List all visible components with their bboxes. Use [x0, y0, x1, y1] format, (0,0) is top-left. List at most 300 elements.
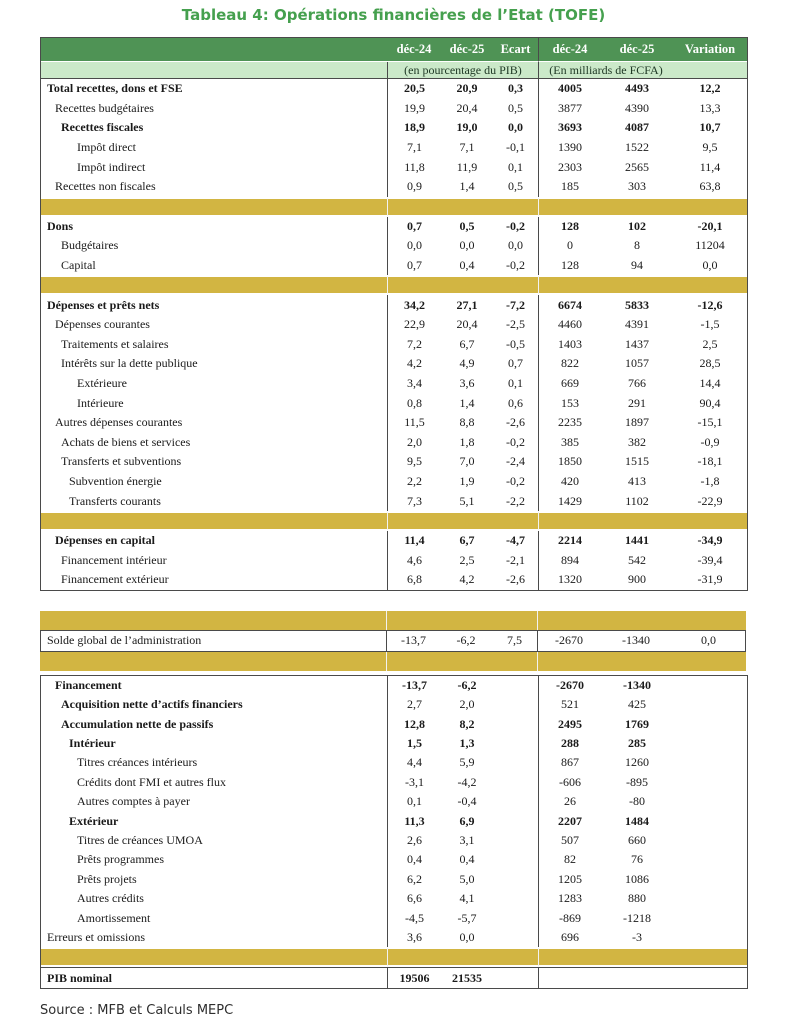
separator-band-cell — [538, 197, 747, 217]
tables-wrapper — [40, 37, 746, 989]
row-label: Total recettes, dons et FSE — [47, 81, 183, 96]
cell-value: -0,5 — [506, 336, 525, 351]
cell-value: 4,2 — [387, 354, 441, 374]
cell-value — [493, 734, 538, 753]
cell-value: 1,4 — [459, 395, 475, 410]
cell-value: 0,0 — [459, 238, 475, 253]
cell-value: 7,0 — [459, 454, 475, 469]
row-label: Traitements et salaires — [61, 336, 169, 351]
table-row — [41, 831, 747, 850]
header-col-dec25-pib: déc-25 — [441, 38, 493, 62]
source-note: Source : MFB et Calculs MEPC — [40, 1003, 234, 1019]
header-col-dec25-fcfa: déc-25 — [601, 38, 673, 62]
cell-value: -0,2 — [506, 258, 525, 273]
cell-value: 7,1 — [387, 138, 441, 158]
cell-value: 4,1 — [459, 891, 475, 906]
cell-value: 2214 — [538, 531, 601, 551]
cell-value: 128 — [538, 217, 601, 237]
cell-value: 1102 — [625, 493, 649, 508]
cell-value: 0,5 — [459, 218, 475, 233]
row-label: Extérieure — [77, 376, 127, 391]
cell-value: 3,6 — [387, 928, 441, 947]
row-label: Financement intérieur — [61, 552, 167, 567]
cell-value: 6674 — [538, 295, 601, 315]
cell-value: 1522 — [625, 140, 649, 155]
cell-value: 3877 — [538, 99, 601, 119]
cell-value: 880 — [628, 891, 646, 906]
cell-value — [493, 928, 538, 947]
cell-value: 20,9 — [456, 81, 478, 96]
cell-value — [673, 928, 747, 947]
cell-value: 11,4 — [387, 531, 441, 551]
separator-band-cell — [537, 652, 746, 671]
cell-value: 4,6 — [387, 550, 441, 570]
cell-value: 894 — [538, 550, 601, 570]
row-label: Impôt direct — [77, 140, 136, 155]
cell-value: -18,1 — [697, 454, 723, 469]
table-row — [41, 472, 747, 492]
cell-value: 1437 — [625, 336, 649, 351]
cell-value: 0,1 — [387, 792, 441, 811]
separator-band — [40, 611, 746, 630]
cell-value: 1897 — [625, 415, 649, 430]
cell-value: -0,4 — [457, 794, 477, 809]
cell-value: 291 — [628, 395, 646, 410]
cell-value: -12,6 — [697, 297, 723, 312]
cell-value: 0,1 — [508, 376, 523, 391]
cell-value: -606 — [538, 773, 601, 792]
cell-value — [673, 676, 747, 695]
table-row — [41, 138, 747, 158]
row-label: Recettes non fiscales — [55, 179, 156, 194]
separator-band-cell — [538, 947, 747, 967]
cell-value: 18,9 — [387, 118, 441, 138]
cell-value: -6,2 — [457, 677, 477, 692]
cell-value — [673, 967, 747, 988]
cell-value: 0,4 — [459, 258, 475, 273]
separator-band-cell — [387, 947, 538, 967]
cell-value: 385 — [538, 433, 601, 453]
cell-value: 0,4 — [387, 850, 441, 869]
cell-value: -4,5 — [387, 908, 441, 927]
cell-value: 382 — [628, 434, 646, 449]
cell-value: 0,7 — [508, 356, 523, 371]
table-row — [41, 753, 747, 772]
subheader-empty-cell — [673, 62, 747, 79]
cell-value — [673, 889, 747, 908]
row-label: Accumulation nette de passifs — [61, 716, 214, 731]
table-row — [41, 734, 747, 753]
header-col-variation: Variation — [673, 38, 747, 62]
cell-value: 867 — [538, 753, 601, 772]
row-label: Dépenses et prêts nets — [47, 297, 160, 312]
cell-value: -20,1 — [697, 218, 723, 233]
cell-value: 7,1 — [459, 140, 475, 155]
cell-value: -2,4 — [506, 454, 525, 469]
cell-value: 0,0 — [387, 236, 441, 256]
cell-value: 0,6 — [508, 395, 523, 410]
table-row — [41, 908, 747, 927]
subheader-group-pib: (en pourcentage du PIB) — [387, 62, 538, 79]
cell-value: 2,2 — [387, 472, 441, 492]
cell-value: 22,9 — [387, 315, 441, 335]
cell-value: -39,4 — [697, 552, 723, 567]
table-row — [41, 695, 747, 714]
cell-value: 2235 — [538, 413, 601, 433]
table-row — [41, 811, 747, 830]
cell-value: 0,0 — [508, 120, 523, 135]
cell-value: 766 — [628, 376, 646, 391]
table-row — [41, 531, 747, 551]
table-row — [41, 773, 747, 792]
table-row — [41, 792, 747, 811]
cell-value: 27,1 — [456, 297, 478, 312]
cell-value — [673, 908, 747, 927]
cell-value: 19,9 — [387, 99, 441, 119]
row-label: Intérieur — [69, 736, 116, 751]
cell-value: -4,7 — [506, 533, 525, 548]
separator-band-cell — [41, 197, 387, 217]
cell-value: -3,1 — [387, 773, 441, 792]
row-label: Achats de biens et services — [61, 434, 191, 449]
cell-value: 82 — [538, 850, 601, 869]
cell-value: 2,5 — [459, 552, 475, 567]
subheader-empty-cell — [41, 62, 387, 79]
cell-value: 288 — [538, 734, 601, 753]
table-row — [41, 79, 747, 99]
cell-value: 2,7 — [387, 695, 441, 714]
cell-value: -1,8 — [700, 473, 720, 488]
cell-value: 1769 — [625, 716, 649, 731]
table-row — [41, 491, 747, 511]
table-row — [41, 354, 747, 374]
table-row — [41, 393, 747, 413]
cell-value: 11,4 — [699, 159, 721, 174]
cell-value: 8 — [634, 238, 640, 253]
cell-value — [493, 811, 538, 830]
table-row — [41, 157, 747, 177]
row-label: Dépenses courantes — [55, 317, 150, 332]
cell-value: -22,9 — [697, 493, 723, 508]
cell-value: 8,8 — [459, 415, 475, 430]
cell-value: 4,9 — [459, 356, 475, 371]
cell-value — [673, 870, 747, 889]
cell-value: 2495 — [538, 714, 601, 733]
header-col-dec24-fcfa: déc-24 — [538, 38, 601, 62]
cell-value — [493, 831, 538, 850]
row-label: Subvention énergie — [69, 473, 162, 488]
cell-value: 6,7 — [459, 533, 475, 548]
cell-value: -1,5 — [700, 317, 720, 332]
table-row — [41, 217, 747, 237]
cell-value: -80 — [629, 794, 645, 809]
cell-value: 1320 — [538, 570, 601, 590]
cell-value: 63,8 — [699, 179, 721, 194]
row-label: Transferts courants — [69, 493, 161, 508]
cell-value — [493, 967, 538, 988]
cell-value: 9,5 — [387, 452, 441, 472]
cell-value: 4087 — [625, 120, 649, 135]
cell-value: 0,7 — [387, 256, 441, 276]
separator-band — [41, 947, 747, 967]
cell-value: 20,4 — [456, 100, 478, 115]
cell-value: -13,7 — [386, 630, 440, 652]
cell-value: 13,3 — [699, 100, 721, 115]
row-label: Autres comptes à payer — [77, 794, 190, 809]
cell-value: -869 — [538, 908, 601, 927]
cell-value: 1,8 — [459, 434, 475, 449]
cell-value — [673, 695, 747, 714]
cell-value — [493, 870, 538, 889]
cell-value: 3,4 — [387, 374, 441, 394]
cell-value: -2,2 — [506, 493, 525, 508]
cell-value: -0,2 — [506, 218, 525, 233]
table-row — [41, 295, 747, 315]
cell-value: 900 — [628, 572, 646, 587]
cell-value: 822 — [538, 354, 601, 374]
table-row — [41, 177, 747, 197]
cell-value: 521 — [538, 695, 601, 714]
separator-band-cell — [41, 947, 387, 967]
table-financement — [40, 675, 748, 989]
cell-value: 21535 — [441, 967, 493, 988]
cell-value: 94 — [631, 258, 643, 273]
cell-value: 420 — [538, 472, 601, 492]
table-row — [41, 99, 747, 119]
cell-value — [673, 850, 747, 869]
cell-value: 0,7 — [387, 217, 441, 237]
row-label: Titres créances intérieurs — [77, 755, 198, 770]
cell-value: 2,5 — [702, 336, 718, 351]
row-label: PIB nominal — [41, 967, 387, 988]
cell-value: -0,1 — [506, 140, 525, 155]
table-row — [41, 928, 747, 947]
cell-value: -0,9 — [700, 434, 720, 449]
cell-value — [493, 792, 538, 811]
cell-value: -0,2 — [506, 434, 525, 449]
cell-value: 185 — [538, 177, 601, 197]
cell-value — [493, 889, 538, 908]
cell-value: 4005 — [538, 79, 601, 99]
cell-value: 34,2 — [387, 295, 441, 315]
cell-value: 5,0 — [459, 871, 475, 886]
row-label: Erreurs et omissions — [47, 929, 145, 944]
separator-band — [41, 197, 747, 217]
cell-value — [493, 773, 538, 792]
cell-value: 0,5 — [508, 179, 523, 194]
cell-value: 90,4 — [699, 395, 721, 410]
cell-value: 26 — [538, 792, 601, 811]
row-label: Prêts programmes — [77, 852, 164, 867]
row-label: Titres de créances UMOA — [77, 832, 203, 847]
page-title: Tableau 4: Opérations financières de l’Etat (TOFE) — [181, 6, 606, 24]
cell-value: 6,6 — [387, 889, 441, 908]
cell-value: 1086 — [625, 871, 649, 886]
cell-value: 0,5 — [508, 100, 523, 115]
cell-value: -1340 — [600, 630, 672, 652]
cell-value: 669 — [538, 374, 601, 394]
row-label: Recettes fiscales — [61, 120, 144, 135]
table-row — [41, 315, 747, 335]
cell-value: 11,5 — [387, 413, 441, 433]
cell-value — [673, 734, 747, 753]
cell-value: 10,7 — [699, 120, 721, 135]
cell-value: 285 — [628, 736, 646, 751]
separator-band-cell — [40, 652, 386, 671]
cell-value: 0,1 — [508, 159, 523, 174]
cell-value: 1,3 — [459, 736, 475, 751]
table-row — [41, 236, 747, 256]
cell-value: 20,4 — [456, 317, 478, 332]
cell-value: -6,2 — [440, 630, 492, 652]
cell-value: 6,2 — [387, 870, 441, 889]
row-label: Crédits dont FMI et autres flux — [77, 774, 226, 789]
row-label: Amortissement — [77, 910, 151, 925]
table-row — [41, 967, 747, 988]
cell-value: 425 — [628, 697, 646, 712]
cell-value: 4390 — [625, 100, 649, 115]
cell-value — [673, 773, 747, 792]
cell-value: 4,4 — [387, 753, 441, 772]
cell-value: 507 — [538, 831, 601, 850]
cell-value: 1390 — [538, 138, 601, 158]
separator-band — [41, 511, 747, 531]
row-label: Extérieur — [69, 813, 119, 828]
cell-value: 153 — [538, 393, 601, 413]
row-label: Autres dépenses courantes — [55, 415, 183, 430]
cell-value — [493, 714, 538, 733]
cell-value: 1429 — [538, 491, 601, 511]
cell-value: 19,0 — [456, 120, 478, 135]
cell-value — [673, 792, 747, 811]
cell-value: 6,9 — [459, 813, 475, 828]
table-subheader-row — [41, 62, 747, 79]
row-label: Dépenses en capital — [55, 533, 155, 548]
cell-value: 4493 — [625, 81, 649, 96]
cell-value: -2,5 — [506, 317, 525, 332]
cell-value: 11,8 — [387, 157, 441, 177]
separator-band-cell — [386, 652, 537, 671]
table-row — [41, 452, 747, 472]
cell-value: 5833 — [625, 297, 649, 312]
cell-value: 1260 — [625, 755, 649, 770]
cell-value: 128 — [538, 256, 601, 276]
cell-value — [493, 908, 538, 927]
table-row — [41, 570, 747, 590]
row-label: Recettes budgétaires — [55, 100, 154, 115]
cell-value: 1057 — [625, 356, 649, 371]
cell-value: 1441 — [625, 533, 649, 548]
row-label: Budgétaires — [61, 238, 119, 253]
separator-band-cell — [387, 275, 538, 295]
cell-value: -34,9 — [697, 533, 723, 548]
separator-band — [41, 275, 747, 295]
cell-value: -3 — [632, 929, 642, 944]
cell-value: 413 — [628, 473, 646, 488]
row-label: Intérieure — [77, 395, 124, 410]
cell-value: 1,9 — [459, 473, 475, 488]
table-solde-global — [40, 611, 746, 671]
separator-band-cell — [387, 197, 538, 217]
table-row — [41, 413, 747, 433]
cell-value: 7,3 — [387, 491, 441, 511]
cell-value — [673, 811, 747, 830]
row-label: Financement — [55, 677, 122, 692]
cell-value — [601, 967, 673, 988]
row-label: Prêts projets — [77, 871, 137, 886]
cell-value: 5,1 — [459, 493, 475, 508]
cell-value: 20,5 — [387, 79, 441, 99]
cell-value: 9,5 — [702, 140, 718, 155]
cell-value: 0,0 — [459, 929, 475, 944]
cell-value: -4,2 — [457, 774, 477, 789]
cell-value: 0,9 — [387, 177, 441, 197]
cell-value: 542 — [628, 552, 646, 567]
cell-value — [493, 695, 538, 714]
table-row — [41, 118, 747, 138]
cell-value: 19506 — [387, 967, 441, 988]
cell-value: 0,8 — [387, 393, 441, 413]
cell-value: -13,7 — [387, 676, 441, 695]
row-label: Acquisition nette d’actifs financiers — [61, 697, 243, 712]
cell-value: 3693 — [538, 118, 601, 138]
cell-value: -1340 — [623, 677, 651, 692]
cell-value: 4460 — [538, 315, 601, 335]
cell-value — [673, 714, 747, 733]
header-empty-cell — [41, 38, 387, 62]
cell-value: -2,1 — [506, 552, 525, 567]
cell-value: 12,8 — [387, 714, 441, 733]
cell-value: -2670 — [538, 676, 601, 695]
cell-value: 1484 — [625, 813, 649, 828]
table-row — [41, 433, 747, 453]
cell-value: -2670 — [537, 630, 600, 652]
cell-value: 0,0 — [672, 630, 746, 652]
cell-value: 5,9 — [459, 755, 475, 770]
separator-band — [40, 652, 746, 671]
table-row — [41, 850, 747, 869]
cell-value: 1205 — [538, 870, 601, 889]
cell-value: 0,4 — [459, 852, 475, 867]
cell-value: -5,7 — [457, 910, 477, 925]
cell-value: 3,6 — [459, 376, 475, 391]
row-label: Dons — [47, 218, 74, 233]
cell-value — [673, 831, 747, 850]
cell-value: 11204 — [695, 238, 725, 253]
table-row — [40, 630, 746, 652]
cell-value: 11,9 — [456, 159, 478, 174]
subheader-group-fcfa: (En milliards de FCFA) — [538, 62, 673, 79]
section-gap — [40, 591, 746, 611]
cell-value: 2565 — [625, 159, 649, 174]
cell-value: 1403 — [538, 335, 601, 355]
cell-value: -2,6 — [506, 572, 525, 587]
cell-value: 0,0 — [508, 238, 523, 253]
cell-value: 6,7 — [459, 336, 475, 351]
cell-value: -1218 — [623, 910, 651, 925]
cell-value: 1,4 — [459, 179, 475, 194]
separator-band-cell — [538, 275, 747, 295]
cell-value — [538, 967, 601, 988]
cell-value: 0 — [538, 236, 601, 256]
table-row — [41, 550, 747, 570]
separator-band-cell — [386, 611, 537, 630]
cell-value: -15,1 — [697, 415, 723, 430]
cell-value: -31,9 — [697, 572, 723, 587]
cell-value: 3,1 — [459, 832, 475, 847]
cell-value: -2,6 — [506, 415, 525, 430]
row-label: Impôt indirect — [77, 159, 146, 174]
